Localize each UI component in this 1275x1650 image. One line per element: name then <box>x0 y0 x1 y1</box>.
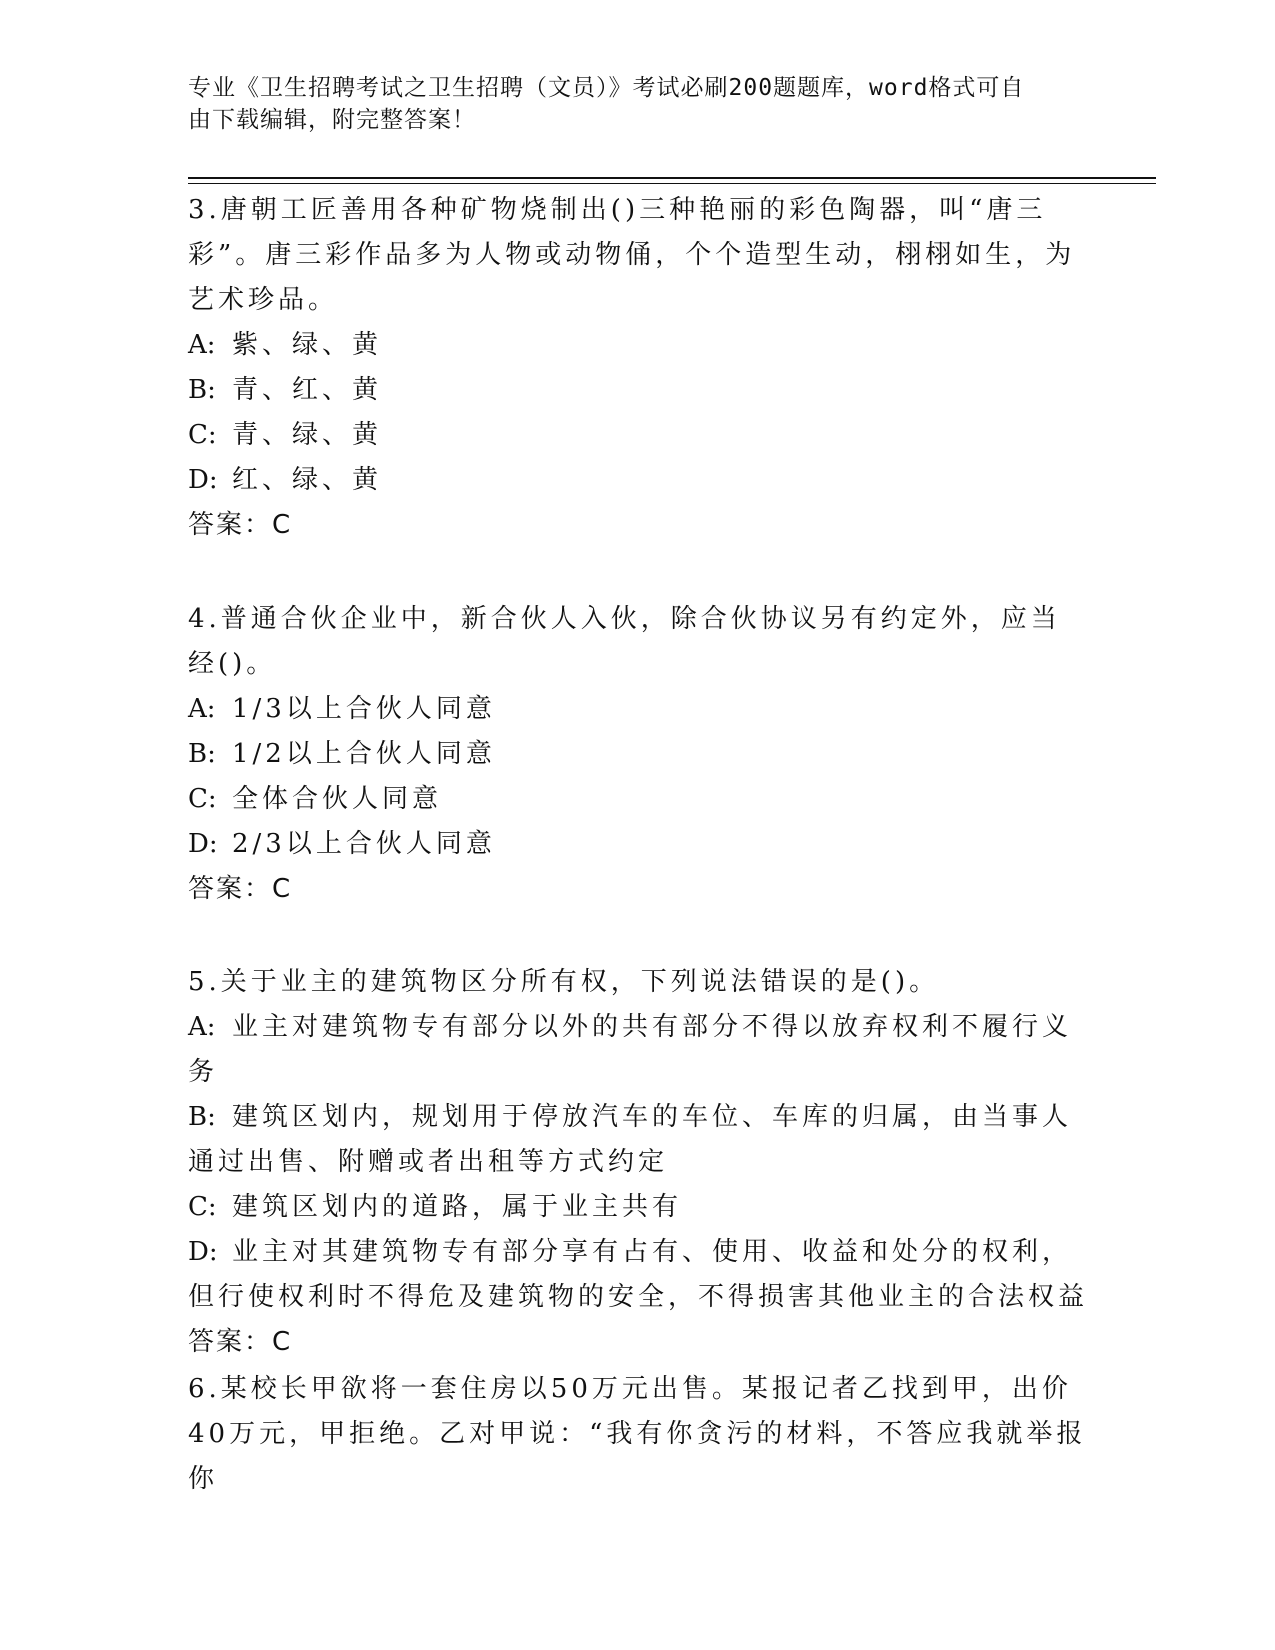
question-stem: 4.普通合伙企业中，新合伙人入伙，除合伙协议另有约定外，应当经()。 <box>188 604 1061 679</box>
option-key: B: <box>188 739 216 769</box>
option-key: C: <box>188 1192 217 1222</box>
header-line-1: 专业《卫生招聘考试之卫生招聘（文员）》考试必刷200题题库，word格式可自 <box>188 75 1025 101</box>
question-3 <box>188 188 1088 548</box>
question-stem: 6.某校长甲欲将一套住房以50万元出售。某报记者乙找到甲，出价40万元，甲拒绝。乙对甲说：“我有你贪污的材料，不答应我就举报你 <box>188 1374 1087 1494</box>
option-text: 1/3以上合伙人同意 <box>232 694 496 724</box>
document-header <box>188 72 1068 136</box>
option-a <box>188 1005 1088 1095</box>
option-d <box>188 1230 1088 1320</box>
option-text: 2/3以上合伙人同意 <box>232 829 496 859</box>
header-divider-thick <box>188 177 1156 179</box>
option-key: C: <box>188 420 217 450</box>
answer-label: 答案：C <box>188 510 293 540</box>
option-a <box>188 687 1088 732</box>
answer-label: 答案：C <box>188 1327 293 1357</box>
option-key: B: <box>188 375 216 405</box>
option-text: 建筑区划内，规划用于停放汽车的车位、车库的归属，由当事人通过出售、附赠或者出租等方式约定 <box>188 1102 1073 1177</box>
option-key: D: <box>188 829 218 859</box>
option-text: 红、绿、黄 <box>232 465 383 495</box>
option-text: 青、红、黄 <box>232 375 383 405</box>
option-b <box>188 1095 1088 1185</box>
option-text: 业主对其建筑物专有部分享有占有、使用、收益和处分的权利，但行使权利时不得危及建筑物的安全，不得损害其他业主的合法权益 <box>188 1237 1089 1312</box>
option-c <box>188 413 1088 458</box>
option-c <box>188 1185 1088 1230</box>
header-divider-thin <box>188 183 1156 184</box>
option-a <box>188 323 1088 368</box>
option-d <box>188 822 1088 867</box>
option-key: D: <box>188 1237 218 1267</box>
option-key: C: <box>188 784 217 814</box>
question-5 <box>188 960 1088 1365</box>
question-stem: 5.关于业主的建筑物区分所有权，下列说法错误的是()。 <box>188 967 940 997</box>
option-c <box>188 777 1088 822</box>
question-6 <box>188 1367 1088 1502</box>
option-key: B: <box>188 1102 216 1132</box>
option-d <box>188 458 1088 503</box>
header-line-2: 由下载编辑，附完整答案！ <box>188 107 476 133</box>
option-b <box>188 368 1088 413</box>
option-key: A: <box>188 694 216 724</box>
option-text: 业主对建筑物专有部分以外的共有部分不得以放弃权利不履行义务 <box>188 1012 1073 1087</box>
answer-label: 答案：C <box>188 874 293 904</box>
question-4 <box>188 597 1088 912</box>
option-b <box>188 732 1088 777</box>
option-text: 紫、绿、黄 <box>232 330 383 360</box>
option-text: 全体合伙人同意 <box>232 784 443 814</box>
option-key: D: <box>188 465 218 495</box>
question-stem: 3.唐朝工匠善用各种矿物烧制出()三种艳丽的彩色陶器，叫“唐三彩”。唐三彩作品多为人物或动物俑，个个造型生动，栩栩如生，为艺术珍品。 <box>188 195 1076 315</box>
option-text: 青、绿、黄 <box>232 420 383 450</box>
option-text: 建筑区划内的道路，属于业主共有 <box>232 1192 683 1222</box>
option-text: 1/2以上合伙人同意 <box>232 739 496 769</box>
option-key: A: <box>188 330 216 360</box>
option-key: A: <box>188 1012 216 1042</box>
